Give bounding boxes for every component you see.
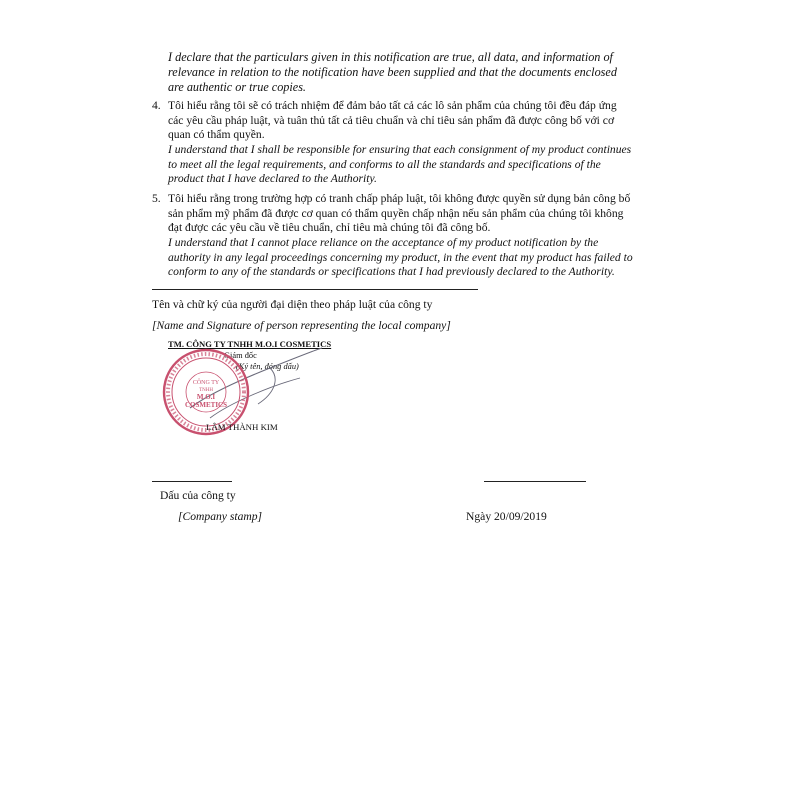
item4-number: 4. [152, 99, 161, 112]
section-divider [152, 289, 478, 290]
item3-english: I declare that the particulars given in this notification are true, all data, and information of relevance in relation to the notification have been supplied and that the documents enclosed are authentic or true copies. [168, 50, 617, 94]
position-title: Giám đốc [224, 351, 257, 360]
item5-vietnamese-text: Tôi hiểu rằng trong trường hợp có tranh chấp pháp luật, tôi không được quyền sử dụng bản công bố sản phẩm mỹ phẩm đã được cơ quan có thẩm quyền chấp nhận nếu sản phẩm của chúng tôi không đạt được các yêu cầu về tiêu chuẩn, chỉ tiêu mà chúng tôi đã công bố. [168, 192, 631, 235]
signature-label-vietnamese: Tên và chữ ký của người đại diện theo pháp luật của công ty [152, 298, 433, 311]
item5-vietnamese [152, 192, 634, 236]
sign-note: (Ký tên, đóng dấu) [236, 362, 299, 371]
item4-english: I understand that I shall be responsible for ensuring that each consignment of my product continues to meet all the legal requirements, and conforms to all the standards and specifications of the product that I have declared to the Authority. [168, 143, 632, 186]
signer-name: LÂM THÀNH KIM [206, 422, 278, 432]
item5-english: I understand that I cannot place reliance on the acceptance of my product notification by the authority in any legal proceedings concerning my product, in the event that my product has failed to conform to any of the standards or specifications that I had previously declared to the Authority. [168, 236, 633, 279]
date-signature-line [484, 481, 586, 482]
company-name-line: TM. CÔNG TY TNHH M.O.I COSMETICS [168, 339, 332, 349]
item5-number: 5. [152, 192, 161, 205]
stamp-text-2: TNHH [199, 388, 213, 393]
stamp-signature-line [152, 481, 232, 482]
date-text: Ngày 20/09/2019 [466, 510, 547, 523]
stamp-text-4: COSMETICS [184, 401, 228, 409]
stamp-text-3: M.O.I [196, 393, 216, 401]
stamp-label-english: [Company stamp] [178, 510, 263, 523]
item4-vietnamese [152, 99, 634, 143]
item4-vietnamese-text: Tôi hiểu rằng tôi sẽ có trách nhiệm để đảm bảo tất cả các lô sản phẩm của chúng tôi đều đáp ứng các yêu cầu pháp luật, và tuân thủ tất cả tiêu chuẩn và chỉ tiêu sản phẩm đã được công bố với cơ quan có thẩm quyền. [168, 99, 617, 142]
stamp-label-vietnamese: Dấu của công ty [160, 489, 236, 502]
signature-label-english: [Name and Signature of person representing the local company] [152, 319, 451, 332]
stamp-text-1: CÔNG TY [192, 380, 220, 386]
